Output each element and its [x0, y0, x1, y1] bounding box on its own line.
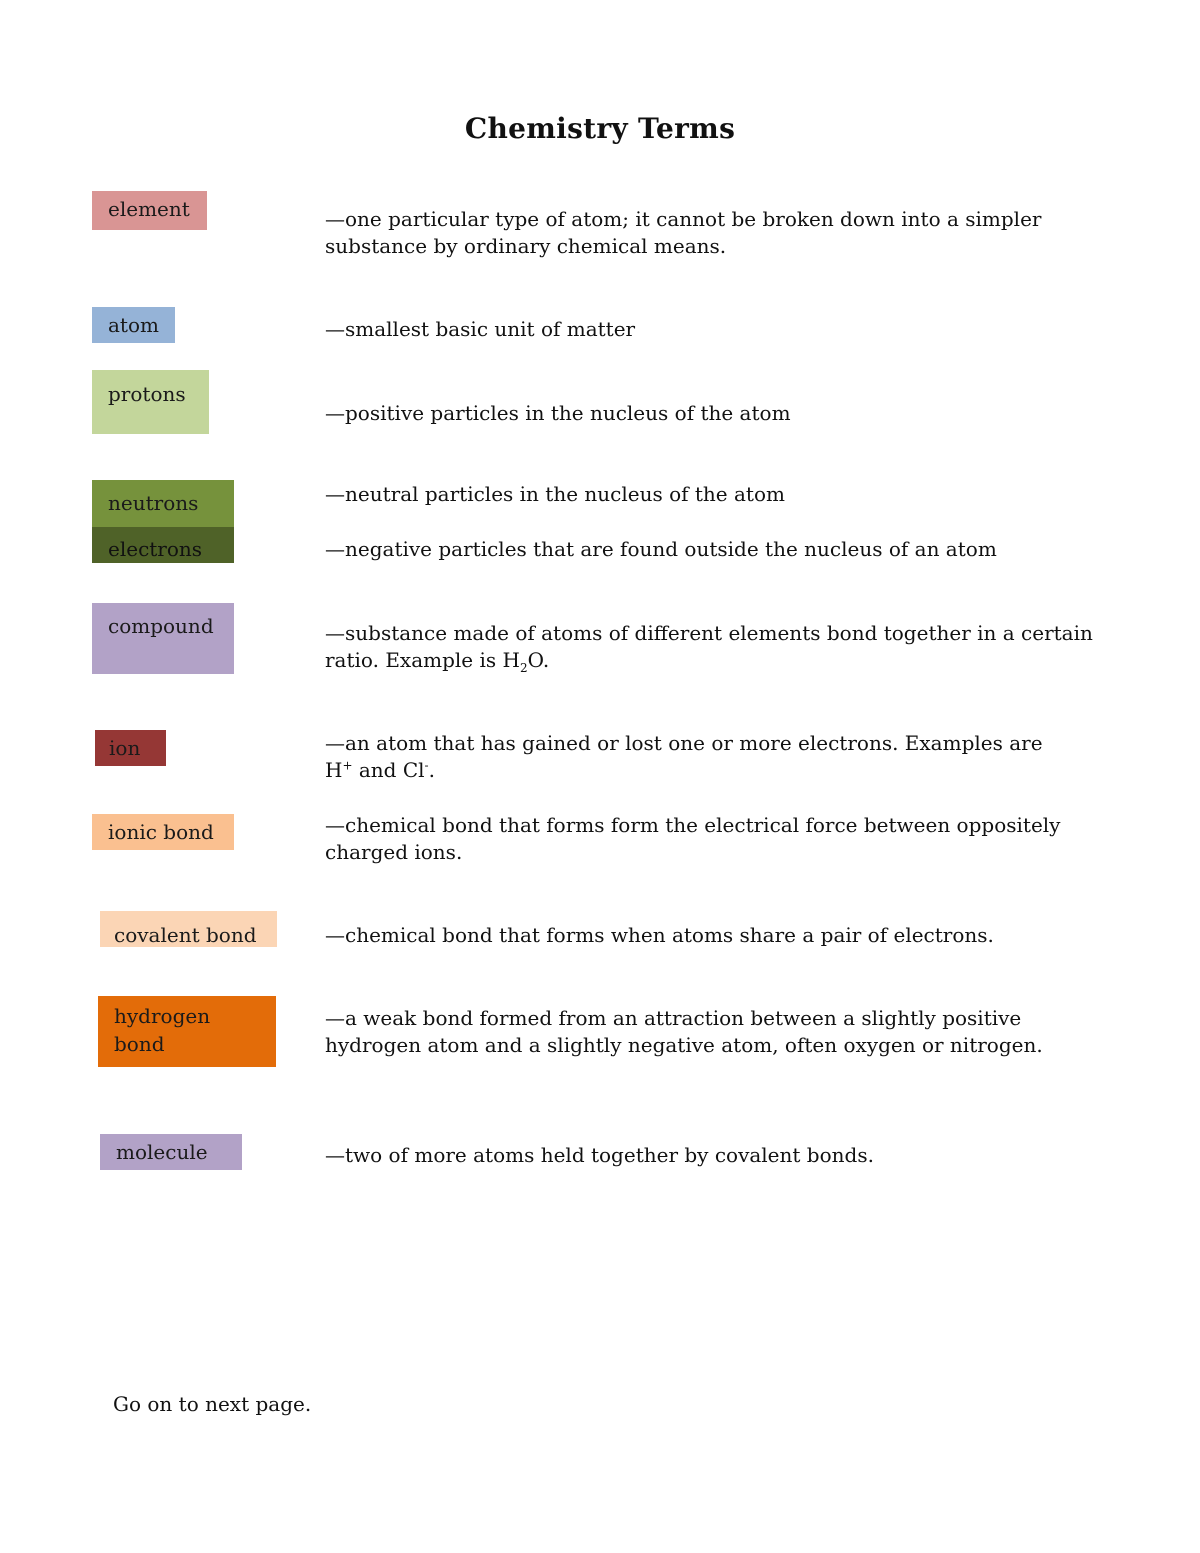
definition-protons: —positive particles in the nucleus of the atom — [325, 401, 791, 425]
term-ion: ion — [95, 730, 166, 766]
term-compound: compound — [92, 603, 234, 674]
definition-hydrogen-bond: —a weak bond formed from an attraction between a slightly positive hydrogen atom and a slightly negative atom, often oxygen or nitrogen. — [325, 1006, 1043, 1057]
term-element: element — [92, 191, 207, 230]
term-neutrons: neutrons — [92, 480, 234, 527]
term-covalent-bond: covalent bond — [100, 911, 277, 947]
definition-neutrons: —neutral particles in the nucleus of the atom — [325, 482, 785, 506]
compound-definition-text: —substance made of atoms of different elements bond together in a certain ratio. Example is H — [325, 621, 1093, 672]
next-page-note: Go on to next page. — [113, 1392, 312, 1416]
term-hydrogen-bond-line2: bond — [114, 1032, 165, 1056]
definition-compound — [325, 620, 1105, 674]
ion-superscript-minus: - — [424, 758, 429, 773]
ion-definition-text: —an atom that has gained or lost one or more electrons. Examples are H — [325, 731, 1043, 782]
ion-definition-end: . — [428, 758, 435, 782]
page-title: Chemistry Terms — [464, 112, 736, 145]
term-protons: protons — [92, 370, 209, 434]
term-atom: atom — [92, 307, 175, 343]
ion-definition-mid: and Cl — [352, 758, 425, 782]
compound-subscript: 2 — [519, 661, 528, 675]
ion-superscript-plus: + — [342, 758, 353, 773]
compound-definition-end: O. — [527, 648, 550, 672]
term-ionic-bond: ionic bond — [92, 814, 234, 850]
definition-element: —one particular type of atom; it cannot be broken down into a simpler substance by ordinary chemical means. — [325, 207, 1042, 258]
definition-atom: —smallest basic unit of matter — [325, 317, 636, 341]
term-molecule: molecule — [100, 1134, 242, 1170]
definition-electrons: —negative particles that are found outside the nucleus of an atom — [325, 537, 997, 561]
definition-ionic-bond: —chemical bond that forms form the electrical force between oppositely charged ions. — [325, 813, 1061, 864]
definition-molecule: —two of more atoms held together by covalent bonds. — [325, 1143, 874, 1167]
definition-covalent-bond: —chemical bond that forms when atoms share a pair of electrons. — [325, 923, 994, 947]
term-electrons: electrons — [92, 527, 234, 563]
term-hydrogen-bond-line1: hydrogen — [114, 1004, 211, 1028]
term-hydrogen-bond — [98, 996, 276, 1067]
definition-ion — [325, 730, 1065, 784]
